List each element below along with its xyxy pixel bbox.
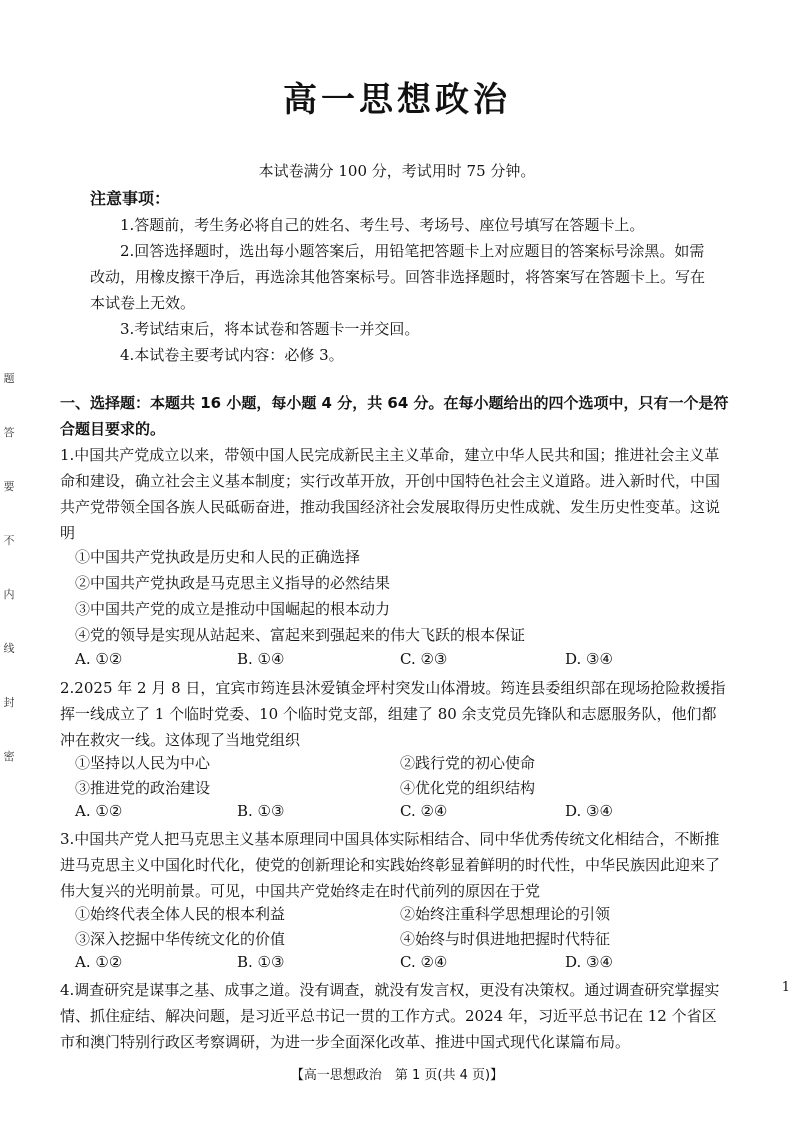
question-1-stem: 1.中国共产党成立以来，带领中国人民完成新民主主义革命，建立中华人民共和国；推进社会主义革命和建设，确立社会主义基本制度；实行改革开放，开创中国特色社会主义道路。进入新时代，中国共产党带领全国各族人民砥砺奋进，推动我国经济社会发展取得历史性成就、发生历史性变革。这说明 — [60, 446, 721, 542]
margin-char: 封 — [3, 696, 15, 709]
q2-option-b: B. ①③ — [237, 802, 285, 820]
q2-option-d: D. ③④ — [565, 802, 613, 820]
binding-margin — [2, 370, 16, 764]
margin-char: 题 — [3, 372, 15, 385]
q1-item: ④党的领导是实现从站起来、富起来到强起来的伟大飞跃的根本保证 — [75, 626, 526, 644]
notice-item: 4.本试卷主要考试内容：必修 3。 — [120, 346, 344, 364]
edge-mark: 1 — [781, 980, 790, 995]
margin-char: 不 — [3, 534, 15, 547]
q3-item: ②始终注重科学思想理论的引领 — [400, 905, 611, 923]
q3-option-a: A. ①② — [75, 953, 123, 971]
q1-option-a: A. ①② — [75, 650, 123, 668]
q3-item: ①始终代表全体人民的根本利益 — [75, 905, 286, 923]
q3-item: ④始终与时俱进地把握时代特征 — [400, 930, 611, 948]
q2-item: ④优化党的组织结构 — [400, 779, 536, 797]
q2-option-c: C. ②④ — [400, 802, 448, 820]
notice-item: 2.回答选择题时，选出每小题答案后，用铅笔把答题卡上对应题目的答案标号涂黑。如需改动，用橡皮擦干净后，再选涂其他答案标号。回答非选择题时，将答案写在答题卡上。写在本试卷上无效。 — [90, 242, 706, 312]
q3-option-b: B. ①③ — [237, 953, 285, 971]
q1-item: ①中国共产党执政是历史和人民的正确选择 — [75, 548, 361, 566]
q2-option-a: A. ①② — [75, 802, 123, 820]
margin-char: 密 — [3, 750, 15, 763]
q3-option-d: D. ③④ — [565, 953, 613, 971]
margin-char: 线 — [3, 642, 15, 655]
q1-item: ③中国共产党的成立是推动中国崛起的根本动力 — [75, 600, 391, 618]
margin-char: 要 — [3, 480, 15, 493]
question-4-stem: 4.调查研究是谋事之基、成事之道。没有调查，就没有发言权，更没有决策权。通过调查研究掌握实情、抓住症结、解决问题，是习近平总书记一贯的工作方式。2024 年，习近平总书记在 12 个省区市和澳门特别行政区考察调研，为进一步全面深化改革、推进中国式现代化谋篇布局。 — [60, 981, 720, 1051]
notice-heading: 注意事项： — [90, 189, 171, 208]
q2-item: ②践行党的初心使命 — [400, 754, 536, 772]
margin-char: 内 — [3, 588, 15, 601]
exam-info: 本试卷满分 100 分，考试用时 75 分钟。 — [258, 162, 536, 180]
notice-item: 1.答题前，考生务必将自己的姓名、考生号、考场号、座位号填写在答题卡上。 — [120, 216, 645, 234]
q2-item: ①坚持以人民为中心 — [75, 754, 211, 772]
q3-option-c: C. ②④ — [400, 953, 448, 971]
section-heading: 一、选择题：本题共 16 小题，每小题 4 分，共 64 分。在每小题给出的四个选项中，只有一个是符合题目要求的。 — [60, 394, 729, 438]
q2-item: ③推进党的政治建设 — [75, 779, 211, 797]
notice-item: 3.考试结束后，将本试卷和答题卡一并交回。 — [120, 320, 420, 338]
q3-item: ③深入挖掘中华传统文化的价值 — [75, 930, 286, 948]
question-2-stem: 2.2025 年 2 月 8 日，宜宾市筠连县沐爱镇金坪村突发山体滑坡。筠连县委组织部在现场抢险救援指挥一线成立了 1 个临时党委、10 个临时党支部，组建了 80 余支党员先锋队和志愿服务队，他们都冲在救灾一线。这体现了当地党组织 — [60, 679, 726, 749]
question-3-stem: 3.中国共产党人把马克思主义基本原理同中国具体实际相结合、同中华优秀传统文化相结合，不断推进马克思主义中国化时代化，使党的创新理论和实践始终彰显着鲜明的时代性，中华民族因此迎来了伟大复兴的光明前景。可见，中国共产党始终走在时代前列的原因在于党 — [60, 830, 721, 900]
margin-char: 答 — [3, 426, 15, 439]
q1-option-d: D. ③④ — [565, 650, 613, 668]
q1-option-b: B. ①④ — [237, 650, 285, 668]
page-footer: 【高一思想政治 第 1 页(共 4 页)】 — [290, 1068, 504, 1083]
page-title: 高一思想政治 — [283, 80, 511, 120]
q1-option-c: C. ②③ — [400, 650, 448, 668]
q1-item: ②中国共产党执政是马克思主义指导的必然结果 — [75, 574, 391, 592]
